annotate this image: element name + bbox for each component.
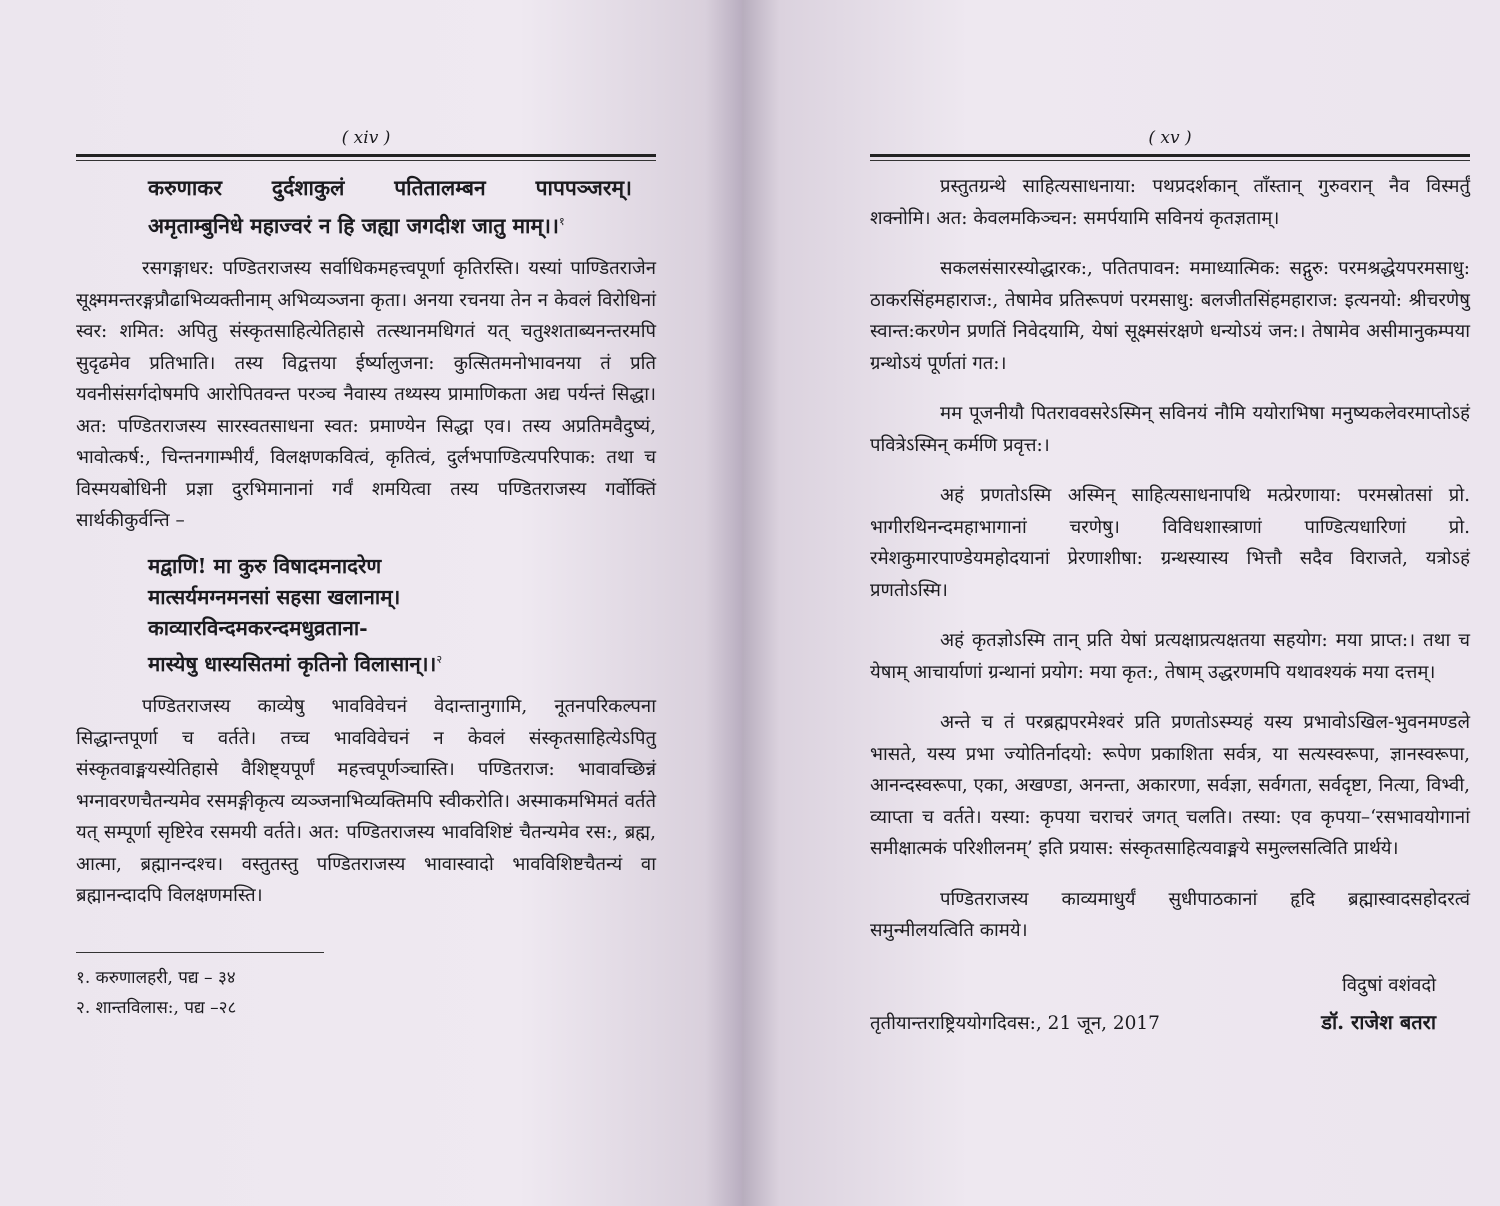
verse-line-text: अमृताम्बुनिधे महाज्वरं न हि जह्या जगदीश जातु माम्।। bbox=[148, 213, 559, 238]
verse-line bbox=[148, 644, 656, 680]
footnote-ref: १ bbox=[558, 215, 565, 228]
paragraph: पण्डितराजस्य काव्यमाधुर्यं सुधीपाठकानां हृदि ब्रह्मास्वादसहोदरत्वं समुन्मीलयत्विति कामये। bbox=[870, 888, 1470, 941]
paragraph: मम पूजनीयौ पितराववसरेऽस्मिन् सविनयं नौमि ययोराभिषा मनुष्यकलेवरमाप्तोऽहं पवित्रेऽस्मिन् कर्मणि प्रवृत्त:। bbox=[870, 403, 1470, 456]
signoff-salutation: विदुषां वशंवदो bbox=[1341, 974, 1436, 996]
header-rule-thin bbox=[870, 160, 1470, 161]
header-rule-thin bbox=[76, 160, 656, 161]
signature-block bbox=[870, 966, 1470, 1046]
paragraph: अन्ते च तं परब्रह्मपरमेश्वरं प्रति प्रणतोऽस्म्यहं यस्य प्रभावोऽखिल-भुवनमण्डले भासते, यस्य प्रभा ज्योतिर्नादयो: रूपेण प्रकाशिता सर्वत्र, या सत्यस्वरूपा, ज्ञानस्वरूपा, आनन्दस्वरूपा, एका, अखण्डा, अनन्ता, अकारणा, सर्वज्ञा, सर्वगता, सर्वदृष्टा, नित्या, विभ्वी, व्याप्ता च वर्तते। यस्या: कृपया चराचरं जगत् चलति। तस्या: एव कृपया–‘रसभावयोगानां समीक्षात्मकं परिशीलनम्’ इति प्रयास: संस्कृतसाहित्यवाङ्मये समुल्लसत्विति प्रार्थये। bbox=[870, 712, 1470, 859]
signoff-date: तृतीयान्तराष्ट्रिययोगदिवस:, 21 जून, 2017 bbox=[870, 1012, 1160, 1034]
verse-line: मात्सर्यमग्नमनसां सहसा खलानाम्। bbox=[148, 584, 401, 609]
paragraph: पण्डितराजस्य काव्येषु भावविवेचनं वेदान्तानुगामि, नूतनपरिकल्पना सिद्धान्तपूर्णा च वर्तते। तच्च भावविवेचनं न केवलं संस्कृतसाहित्येऽपितु संस्कृतवाङ्मयस्येतिहासे वैशिष्ट्यपूर्णं महत्त्वपूर्णञ्चास्ति। पण्डितराज: भावावच्छिन्नं भग्नावरणचैतन्यमेव रसमङ्गीकृत्य व्यञ्जनाभिव्यक्तिमपि स्वीकरोति। अस्माकमभिमतं वर्तते यत् सम्पूर्णा सृष्टिरेव रसमयी वर्तते। अत: पण्डितराजस्य भावविशिष्टं चैतन्यमेव रस:, ब्रह्म, आत्मा, ब्रह्मानन्दश्च। वस्तुतस्तु पण्डितराजस्य भावास्वादो भावविशिष्टचैतन्यं वा ब्रह्मानन्दादपि विलक्षणमस्ति। bbox=[76, 696, 656, 907]
paragraph: अहं प्रणतोऽस्मि अस्मिन् साहित्यसाधनापथि मत्प्रेरणाया: परमस्रोतसां प्रो. भागीरथिनन्दमहाभागानां चरणेषु। विविधशास्त्राणां पाण्डित्यधारिणां प्रो. रमेशकुमारपाण्डेयमहोदयानां प्रेरणाशीषा: ग्रन्थस्यास्य भित्तौ सदैव विराजते, यत्रोऽहं प्रणतोऽस्मि। bbox=[870, 485, 1470, 601]
paragraph: रसगङ्गाधर: पण्डितराजस्य सर्वाधिकमहत्त्वपूर्णा कृतिरस्ति। यस्यां पाण्डितराजेन सूक्ष्ममन्तरङ्गप्रौढाभिव्यक्तीनाम् अभिव्यञ्जना कृता। अनया रचनया तेन न केवलं विरोधिनां स्वर: शमित: अपितु संस्कृतसाहित्येतिहासे तत्स्थानमधिगतं यत् चतुश्शताब्यनन्तरमपि सुदृढमेव प्रतिभाति। तस्य विद्वत्तया ईर्ष्यालुजना: कुत्सितमनोभावनया तं प्रति यवनीसंसर्गदोषमपि आरोपितवन्त परञ्च नैवास्य तथ्यस्य प्रामाणिकता अद्य पर्यन्तं सिद्धा। अत: पण्डितराजस्य सारस्वतसाधना स्वत: प्रमाण्येन सिद्धा एव। तस्य अप्रतिमवैदुष्यं, भावोत्कर्ष:, चिन्तनगाम्भीर्यं, विलक्षणकवित्वं, कृतित्वं, दुर्लभपाण्डित्यपरिपाक: तथा च विस्मयबोधिनी प्रज्ञा दुरभिमानानां गर्वं शमयित्वा तस्य पण्डितराजस्य गर्वोक्तिं सार्थकीकुर्वन्ति – bbox=[76, 258, 656, 531]
verse-shantavilasa bbox=[148, 551, 656, 680]
page-number-left: ( xiv ) bbox=[341, 128, 391, 148]
verse-line: काव्यारविन्दमकरन्दमधुव्रताना- bbox=[148, 615, 368, 640]
page-number-right: ( xv ) bbox=[1148, 128, 1192, 148]
footnote: १. करुणालहरी, पद्य – ३४ bbox=[76, 967, 236, 988]
left-page bbox=[0, 0, 742, 1206]
paragraph: अहं कृतज्ञोऽस्मि तान् प्रति येषां प्रत्यक्षाप्रत्यक्षतया सहयोग: मया प्राप्त:। तथा च येषाम् आचार्याणां ग्रन्थानां प्रयोग: मया कृत:, तेषाम् उद्धरणमपि यथावश्यकं मया दत्तम्। bbox=[870, 630, 1470, 683]
verse-karunalahari bbox=[148, 171, 656, 243]
verse-line-text: मास्येषु धास्यसितमां कृतिनो विलासान्।। bbox=[148, 651, 437, 676]
paragraph: सकलसंसारस्योद्धारक:, पतितपावन: ममाध्यात्मिक: सद्गुरु: परमश्रद्धेयपरमसाधु: ठाकरसिंहमहाराज:, तेषामेव प्रतिरूपणं परमसाधु: बलजीतसिंहमहाराज: इत्यनयो: श्रीचरणेषु स्वान्त:करणेन प्रणतिं निवेदयामि, येषां सूक्ष्मसंरक्षणे धन्योऽयं जन:। तेषामेव असीमानुकम्पया ग्रन्थोऽयं पूर्णतां गत:। bbox=[870, 258, 1470, 374]
header-rule-thick bbox=[76, 154, 656, 157]
paragraph: प्रस्तुतग्रन्थे साहित्यसाधनाया: पथप्रदर्शकान् ताँस्तान् गुरुवरान् नैव विस्मर्तुं शक्नोमि। अत: केवलमकिञ्चन: समर्पयामि सविनयं कृतज्ञताम्। bbox=[870, 176, 1470, 229]
footnote: २. शान्तविलास:, पद्य –२८ bbox=[76, 997, 237, 1018]
footnote-rule bbox=[76, 952, 324, 953]
author-name: डॉ. राजेश बतरा bbox=[1321, 1009, 1436, 1034]
verse-line: करुणाकर दुर्दशाकुलं पतितालम्बन पापपञ्जरम्। bbox=[148, 175, 632, 200]
footnote-ref: २ bbox=[436, 652, 443, 666]
verse-line bbox=[148, 205, 656, 243]
right-page bbox=[742, 0, 1500, 1206]
header-rule-thick bbox=[870, 154, 1470, 157]
verse-line: मद्वाणि! मा कुरु विषादमनादरेण bbox=[148, 553, 382, 578]
